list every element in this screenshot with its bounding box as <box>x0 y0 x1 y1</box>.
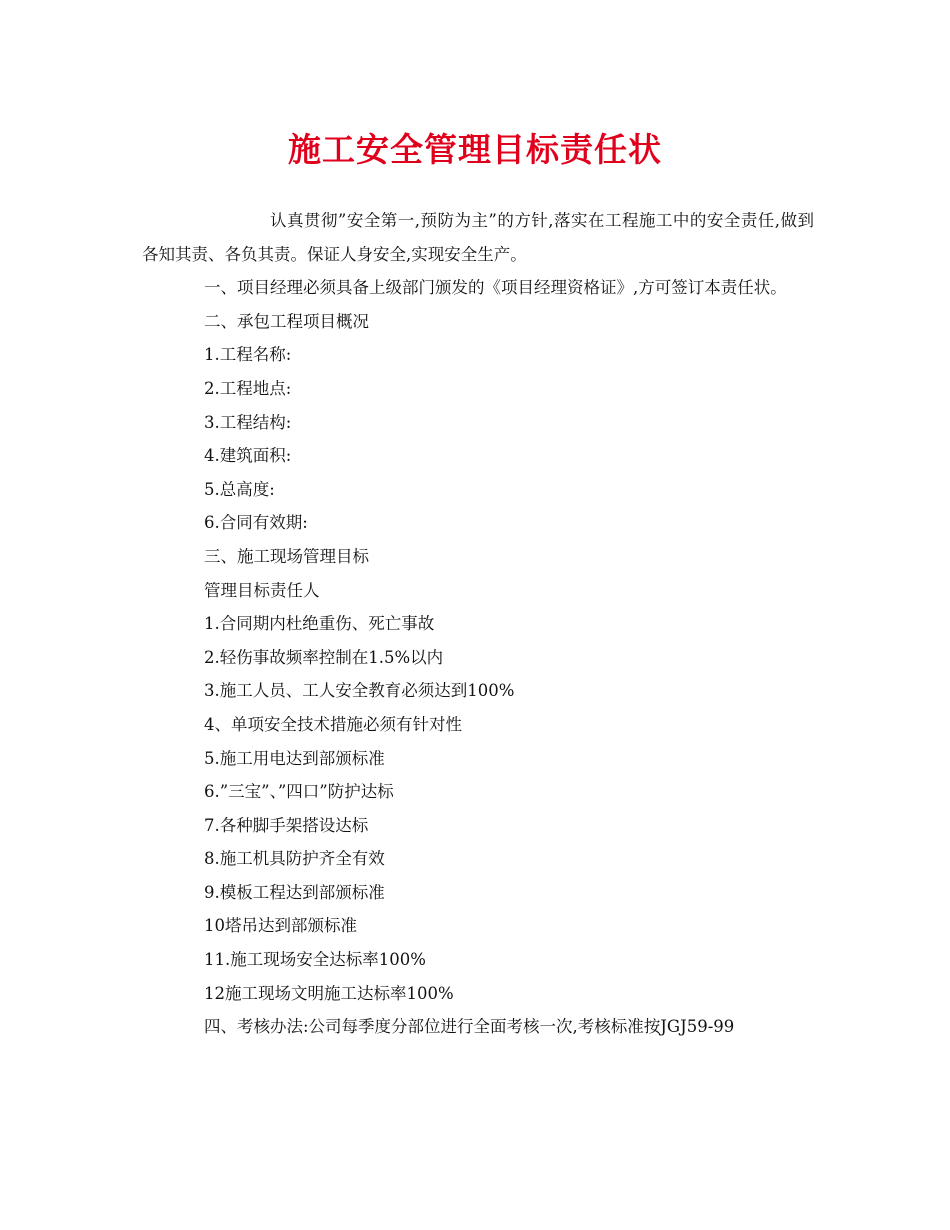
target-item-11: 11.施工现场安全达标率100% <box>204 950 426 970</box>
total-height-line: 5.总高度: <box>204 479 275 499</box>
section-heading-site-management: 三、施工现场管理目标 <box>204 546 369 566</box>
section-heading-assessment: 四、考核办法:公司每季度分部位进行全面考核一次,考核标准按JGJ59-99 <box>204 1017 735 1037</box>
project-location-line: 2.工程地点: <box>204 378 292 398</box>
target-item-5: 5.施工用电达到部颁标准 <box>204 748 385 768</box>
target-item-4: 4、单项安全技术措施必须有针对性 <box>204 714 462 734</box>
target-item-10: 10塔吊达到部颁标准 <box>204 916 357 936</box>
document-title: 施工安全管理目标责任状 <box>288 130 662 169</box>
section-heading-project-overview: 二、承包工程项目概况 <box>204 311 369 331</box>
project-structure-line: 3.工程结构: <box>204 412 292 432</box>
target-item-12: 12施工现场文明施工达标率100% <box>204 983 454 1003</box>
intro-paragraph: 认真贯彻”安全第一,预防为主”的方针,落实在工程施工中的安全责任,做到各知其责、各负其责。保证人身安全,实现安全生产。 <box>142 211 814 264</box>
document-body <box>142 204 814 1044</box>
project-name-line: 1.工程名称: <box>204 345 292 365</box>
target-item-7: 7.各种脚手架搭设达标 <box>204 815 369 835</box>
target-item-2: 2.轻伤事故频率控制在1.5%以内 <box>204 647 444 667</box>
target-item-3: 3.施工人员、工人安全教育必须达到100% <box>204 681 515 701</box>
building-area-line: 4.建筑面积: <box>204 446 292 466</box>
target-item-9: 9.模板工程达到部颁标准 <box>204 882 385 902</box>
contract-validity-line: 6.合同有效期: <box>204 513 308 533</box>
target-item-1: 1.合同期内杜绝重伤、死亡事故 <box>204 614 435 634</box>
target-item-6: 6.”三宝”、”四口”防护达标 <box>204 782 394 802</box>
target-item-8: 8.施工机具防护齐全有效 <box>204 849 385 869</box>
clause-1-paragraph: 一、项目经理必须具备上级部门颁发的《项目经理资格证》,方可签订本责任状。 <box>204 278 787 298</box>
responsible-person-line: 管理目标责任人 <box>204 580 320 600</box>
